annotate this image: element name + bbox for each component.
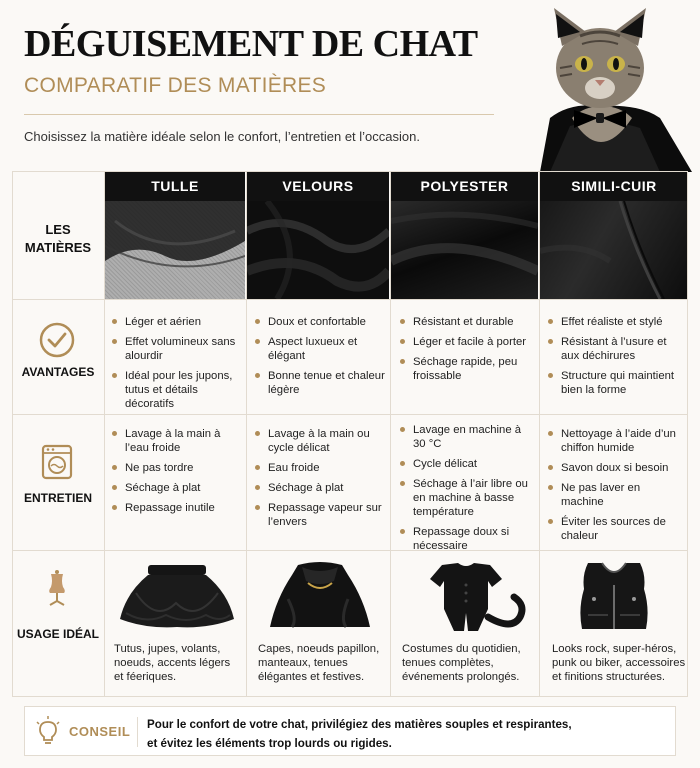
advantages-velours-list	[253, 315, 385, 403]
velours-texture	[247, 201, 389, 299]
list-item: Léger et facile à porter	[398, 335, 534, 349]
velvet-cape-image	[268, 559, 372, 633]
column-header-tulle: TULLE	[105, 171, 245, 201]
simili-cuir-texture	[540, 201, 688, 299]
list-item: Séchage rapide, peu froissable	[398, 355, 534, 383]
list-item: Eau froide	[253, 461, 385, 475]
list-item: Lavage à la main à l’eau froide	[110, 427, 242, 455]
advantages-polyester-list	[398, 315, 534, 389]
list-item: Résistant à l’usure et aux déchirures	[546, 335, 684, 363]
list-item: Repassage doux si nécessaire	[398, 525, 534, 553]
list-item: Lavage à la main ou cycle délicat	[253, 427, 385, 455]
usage-velours-text: Capes, noeuds papillon, manteaux, tenues élégantes et festives.	[258, 643, 380, 683]
list-item: Repassage vapeur sur l’envers	[253, 501, 385, 529]
list-item: Séchage à plat	[110, 481, 242, 495]
title-divider	[24, 114, 494, 115]
list-item: Effet réaliste et stylé	[546, 315, 684, 329]
row-label-materials-line2: MATIÈRES	[24, 240, 92, 255]
list-item: Séchage à plat	[253, 481, 385, 495]
advantages-tulle-list	[110, 315, 242, 417]
advice-text	[147, 715, 667, 753]
list-item: Éviter les sources de chaleur	[546, 515, 684, 543]
advantages-simili-cuir-list	[546, 315, 684, 403]
list-item: Ne pas tordre	[110, 461, 242, 475]
column-divider	[539, 171, 540, 697]
tulle-swatch	[105, 201, 245, 299]
advice-divider	[137, 717, 138, 747]
table-bottom-border	[12, 696, 688, 697]
list-item: Savon doux si besoin	[546, 461, 684, 475]
table-right-border	[687, 171, 688, 697]
column-header-simili-cuir: SIMILI-CUIR	[540, 171, 688, 201]
list-item: Aspect luxueux et élégant	[253, 335, 385, 363]
advice-text-line2: et évitez les éléments trop lourds ou rigides.	[147, 737, 392, 750]
table-top-border	[12, 171, 688, 172]
list-item: Résistant et durable	[398, 315, 534, 329]
column-header-velours: VELOURS	[247, 171, 389, 201]
list-item: Repassage inutile	[110, 501, 242, 515]
checkmark-circle-icon	[38, 321, 76, 359]
page-title: DÉGUISEMENT DE CHAT	[24, 23, 478, 65]
usage-polyester-text: Costumes du quotidien, tenues complètes, événements prolongés.	[402, 643, 521, 683]
simili-cuir-swatch	[540, 201, 688, 299]
row-label-care: ENTRETIEN	[23, 491, 92, 505]
list-item: Structure qui maintient bien la forme	[546, 369, 684, 397]
row-divider	[12, 550, 688, 551]
column-divider	[390, 171, 391, 697]
usage-tulle-text: Tutus, jupes, volants, noeuds, accents légers et féeriques.	[114, 643, 231, 683]
usage-simili-cuir-text: Looks rock, super-héros, punk ou biker, accessoires et finitions structurées.	[552, 643, 686, 683]
polyester-romper-image	[416, 561, 532, 633]
column-divider	[246, 171, 247, 697]
care-velours-list	[253, 427, 385, 535]
advice-label: CONSEIL	[69, 724, 131, 739]
list-item: Bonne tenue et chaleur légère	[253, 369, 385, 397]
list-item: Lavage en machine à 30 °C	[398, 423, 534, 451]
care-simili-cuir-list	[546, 427, 684, 549]
column-header-polyester: POLYESTER	[391, 171, 538, 201]
tulle-texture	[105, 201, 245, 299]
row-label-materials	[12, 221, 104, 257]
list-item: Nettoyage à l’aide d’un chiffon humide	[546, 427, 684, 455]
row-label-advantages: AVANTAGES	[21, 365, 95, 379]
polyester-texture	[391, 201, 538, 299]
care-tulle-list	[110, 427, 242, 521]
intro-text: Choisissez la matière idéale selon le confort, l’entretien et l’occasion.	[24, 129, 420, 144]
polyester-swatch	[391, 201, 538, 299]
page-subtitle: COMPARATIF DES MATIÈRES	[24, 74, 327, 97]
row-divider	[12, 299, 688, 300]
velours-swatch	[247, 201, 389, 299]
advice-box	[24, 706, 676, 756]
lightbulb-icon	[35, 716, 61, 746]
list-item: Effet volumineux sans alourdir	[110, 335, 242, 363]
list-item: Idéal pour les jupons, tutus et détails décoratifs	[110, 369, 242, 411]
list-item: Ne pas laver en machine	[546, 481, 684, 509]
list-item: Doux et confortable	[253, 315, 385, 329]
cat-costume-photo	[510, 6, 692, 172]
comparison-table	[12, 171, 688, 697]
row-label-usage: USAGE IDÉAL	[16, 627, 99, 641]
advice-text-line1: Pour le confort de votre chat, privilégiez des matières souples et respirantes,	[147, 718, 572, 731]
tutu-skirt-image	[116, 563, 238, 633]
leather-vest-image	[574, 559, 654, 633]
washing-machine-icon	[38, 443, 76, 481]
dress-form-icon	[38, 569, 76, 607]
row-label-materials-line1: LES	[45, 222, 71, 237]
care-polyester-list	[398, 423, 534, 559]
list-item: Séchage à l’air libre ou en machine à basse température	[398, 477, 534, 519]
list-item: Léger et aérien	[110, 315, 242, 329]
column-divider	[104, 171, 105, 697]
list-item: Cycle délicat	[398, 457, 534, 471]
